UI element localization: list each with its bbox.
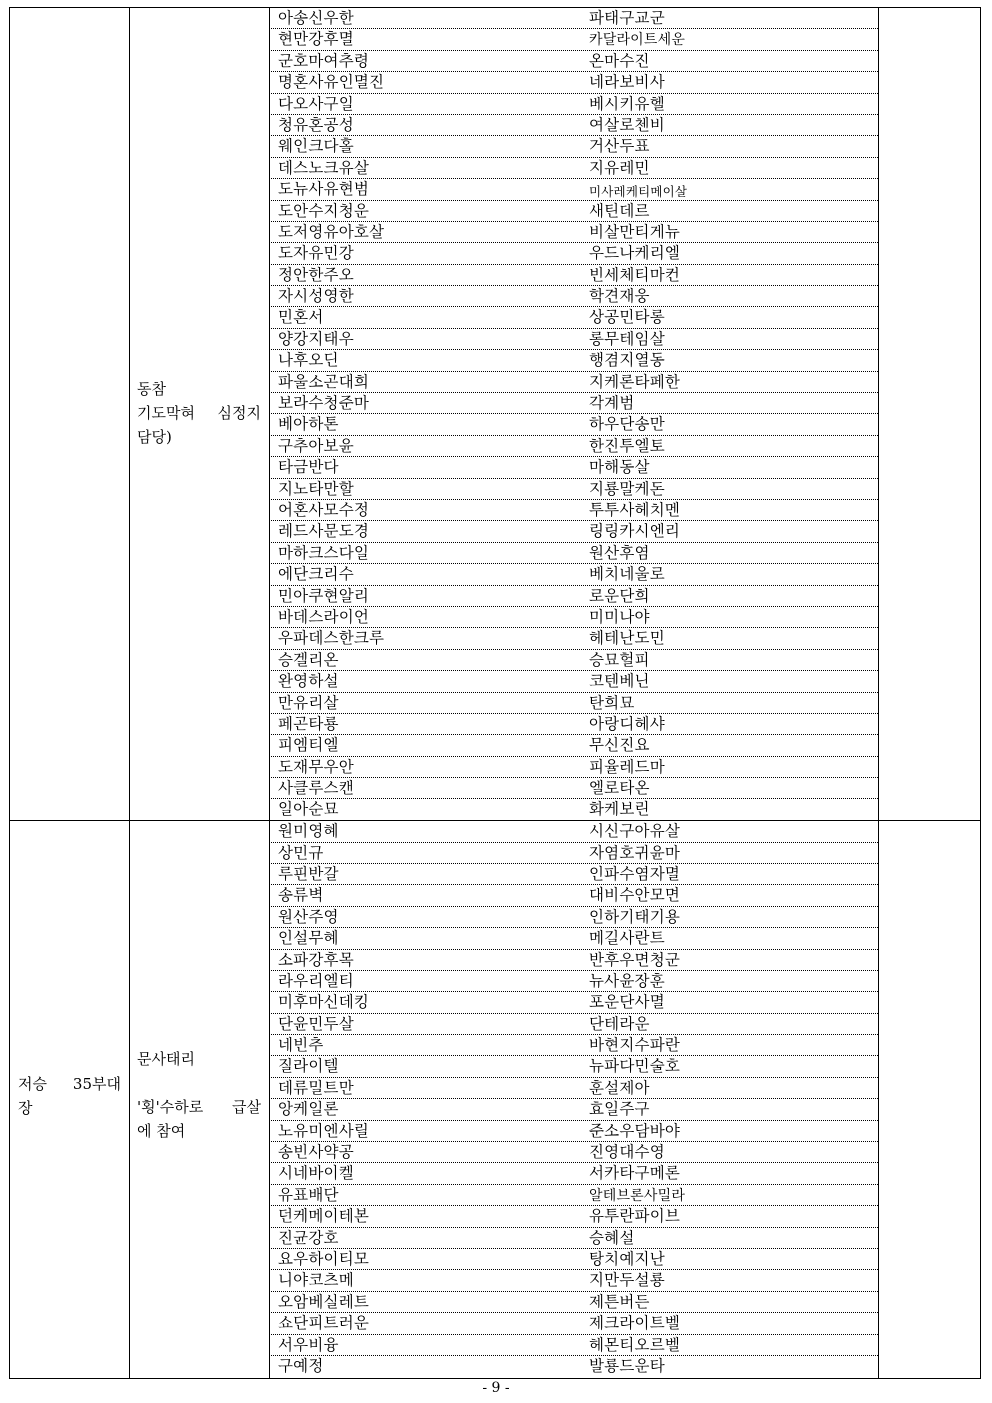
name-row xyxy=(269,1335,878,1356)
name-left: 정안한주오 xyxy=(278,265,354,284)
name-row xyxy=(269,586,878,607)
name-right: 포운단사멸 xyxy=(589,993,665,1012)
name-right: 하우단송만 xyxy=(589,415,665,434)
name-right: 제크라이트벨 xyxy=(589,1314,681,1333)
name-row xyxy=(269,350,878,371)
name-row xyxy=(269,29,878,50)
name-right: 온마수진 xyxy=(589,51,650,70)
name-right: 반후우면청군 xyxy=(589,950,681,969)
name-left: 도재무우안 xyxy=(278,757,354,776)
name-right: 지유레민 xyxy=(589,158,650,177)
name-row xyxy=(269,885,878,906)
role-cell xyxy=(129,821,270,1377)
name-left: 민혼서 xyxy=(278,308,324,327)
name-row xyxy=(269,1099,878,1120)
name-right: 승혜설 xyxy=(589,1228,635,1247)
name-right: 알테브론사밀라 xyxy=(589,1187,686,1204)
name-left: 질라이텔 xyxy=(278,1057,339,1076)
name-right: 피율레드마 xyxy=(589,757,665,776)
name-left: 미후마신데킹 xyxy=(278,993,370,1012)
name-left: 데스노크유살 xyxy=(278,158,370,177)
name-left: 명혼사유인멸진 xyxy=(278,73,385,92)
name-row xyxy=(269,714,878,735)
name-left: 도뉴사유현범 xyxy=(278,180,370,199)
name-row xyxy=(269,1142,878,1163)
name-right: 카달라이트세운 xyxy=(589,32,686,49)
name-right: 학견재웅 xyxy=(589,287,650,306)
role-line-2a: 기도막혀 xyxy=(137,404,195,422)
name-row xyxy=(269,1228,878,1249)
name-right: 우드나케리엘 xyxy=(589,244,681,263)
name-row xyxy=(269,1056,878,1077)
name-right: 새틴데르 xyxy=(589,201,650,220)
names-cell xyxy=(269,8,879,820)
name-left: 완영하설 xyxy=(278,672,339,691)
name-right: 헤테난도민 xyxy=(589,629,665,648)
name-right: 자염호귀윤마 xyxy=(589,843,681,862)
name-left: 현만강후멸 xyxy=(278,30,354,49)
name-left: 마하크스다일 xyxy=(278,543,370,562)
name-right: 베시키유헬 xyxy=(589,94,665,113)
name-row xyxy=(269,864,878,885)
name-left: 상민규 xyxy=(278,843,324,862)
name-left: 구예정 xyxy=(278,1356,324,1375)
role-line-3: 에 참여 xyxy=(137,1122,186,1141)
name-row xyxy=(269,757,878,778)
name-right: 투투사헤치멘 xyxy=(589,500,681,519)
role-text xyxy=(137,1047,261,1143)
name-right: 지케론타페한 xyxy=(589,372,681,391)
role-line-2a: '횡'수하로 xyxy=(137,1098,204,1117)
name-left: 네빈추 xyxy=(278,1036,324,1055)
name-right: 인파수염자멸 xyxy=(589,864,681,883)
name-row xyxy=(269,992,878,1013)
name-right: 롱무테임살 xyxy=(589,329,665,348)
name-right: 시신구아유살 xyxy=(589,822,681,841)
table-section-2 xyxy=(10,821,980,1377)
name-right: 행겸지열동 xyxy=(589,351,665,370)
role-line-2 xyxy=(137,401,261,425)
name-right: 화케보린 xyxy=(589,800,650,819)
name-left: 오암베실레트 xyxy=(278,1292,370,1311)
name-row xyxy=(269,1014,878,1035)
role-line-3: 담당) xyxy=(137,428,172,446)
name-right: 지룡말케돈 xyxy=(589,479,665,498)
name-left: 도안수지청운 xyxy=(278,201,370,220)
name-right: 파태구교군 xyxy=(589,9,665,27)
name-row xyxy=(269,1313,878,1334)
name-left: 송빈사약공 xyxy=(278,1143,354,1162)
role-line-2b: 급살 xyxy=(232,1098,261,1117)
name-right: 지만두설룡 xyxy=(589,1271,665,1290)
name-left: 청유혼공성 xyxy=(278,115,354,134)
name-left: 쇼단피트러운 xyxy=(278,1314,370,1333)
name-row xyxy=(269,1121,878,1142)
rank-cell xyxy=(10,8,130,820)
name-row xyxy=(269,201,878,222)
name-left: 원산주영 xyxy=(278,907,339,926)
name-row xyxy=(269,500,878,521)
name-left: 파울소곤대희 xyxy=(278,372,370,391)
name-row xyxy=(269,1078,878,1099)
name-right: 비살만티게뉴 xyxy=(589,222,681,241)
name-row xyxy=(269,778,878,799)
role-line-2 xyxy=(137,1095,261,1119)
name-row xyxy=(269,393,878,414)
role-line-2b: 심정지 xyxy=(217,404,261,422)
name-right: 상공민타롱 xyxy=(589,308,665,327)
rank-line-1 xyxy=(18,1072,121,1096)
name-left: 나후오딘 xyxy=(278,351,339,370)
name-row xyxy=(269,543,878,564)
name-left: 타금반다 xyxy=(278,458,339,477)
name-right: 진영대수영 xyxy=(589,1143,665,1162)
name-row xyxy=(269,436,878,457)
name-right: 빈세체티마컨 xyxy=(589,265,681,284)
remarks-cell xyxy=(878,8,981,820)
name-right: 메길사란트 xyxy=(589,929,665,948)
name-left: 구추아보윤 xyxy=(278,436,354,455)
name-right: 미미나야 xyxy=(589,607,650,626)
name-left: 송류벽 xyxy=(278,886,324,905)
name-row xyxy=(269,928,878,949)
page-number: - 9 - xyxy=(482,1380,510,1396)
name-row xyxy=(269,179,878,200)
name-left: 베아하톤 xyxy=(278,415,339,434)
name-left: 도저영유아호살 xyxy=(278,222,385,241)
name-right: 승묘헐피 xyxy=(589,650,650,669)
name-right: 대비수안모면 xyxy=(589,886,681,905)
name-row xyxy=(269,521,878,542)
name-right: 효일주구 xyxy=(589,1100,650,1119)
name-list xyxy=(269,821,878,1377)
name-row xyxy=(269,1249,878,1270)
name-right: 미사레케티메이살 xyxy=(589,184,688,200)
name-right: 유투란파이브 xyxy=(589,1207,681,1226)
name-row xyxy=(269,286,878,307)
name-row xyxy=(269,1292,878,1313)
name-left: 바데스라이언 xyxy=(278,607,370,626)
name-left: 일아순묘 xyxy=(278,800,339,819)
name-right: 한진투엘토 xyxy=(589,436,665,455)
name-right: 로운단희 xyxy=(589,586,650,605)
name-right: 제튼버든 xyxy=(589,1292,650,1311)
name-right: 원산후염 xyxy=(589,543,650,562)
name-list xyxy=(269,8,878,821)
name-right: 바현지수파란 xyxy=(589,1036,681,1055)
name-row xyxy=(269,72,878,93)
role-line-1: 동참 xyxy=(137,380,166,398)
name-row xyxy=(269,799,878,820)
name-left: 도자유민강 xyxy=(278,244,354,263)
name-right: 네라보비사 xyxy=(589,73,665,92)
rank-line-2: 장 xyxy=(18,1099,33,1118)
name-right: 인하기태기용 xyxy=(589,907,681,926)
name-left: 군호마여추령 xyxy=(278,51,370,70)
name-left: 요우하이티모 xyxy=(278,1250,370,1268)
name-left: 시네바이켈 xyxy=(278,1164,354,1183)
name-row xyxy=(269,222,878,243)
name-row xyxy=(269,671,878,692)
name-row xyxy=(269,1035,878,1056)
name-left: 웨인크다홀 xyxy=(278,137,354,156)
name-left: 인설무혜 xyxy=(278,929,339,948)
name-left: 양강지태우 xyxy=(278,329,354,348)
name-right: 발룡드운타 xyxy=(589,1356,665,1375)
role-text xyxy=(137,377,261,449)
name-row xyxy=(269,243,878,264)
name-row xyxy=(269,372,878,393)
name-left: 페곤타룡 xyxy=(278,714,339,733)
name-row xyxy=(269,158,878,179)
name-right: 아랑디헤샤 xyxy=(589,714,665,733)
name-right: 각계범 xyxy=(589,394,635,413)
name-left: 앙케일론 xyxy=(278,1100,339,1119)
table-section-1 xyxy=(10,8,980,821)
name-row xyxy=(269,307,878,328)
name-right: 서카타구메론 xyxy=(589,1164,681,1183)
name-left: 라우리엘티 xyxy=(278,971,354,990)
name-row xyxy=(269,907,878,928)
name-row xyxy=(269,1270,878,1291)
name-left: 서우비융 xyxy=(278,1335,339,1354)
name-left: 우파데스한크루 xyxy=(278,629,385,648)
roster-table xyxy=(9,7,981,1379)
name-left: 아송신우한 xyxy=(278,9,354,27)
name-row xyxy=(269,8,878,29)
rank-cell xyxy=(10,821,130,1377)
name-right: 무신진요 xyxy=(589,736,650,755)
remarks-cell xyxy=(878,821,981,1377)
name-row xyxy=(269,329,878,350)
name-left: 노유미엔사릴 xyxy=(278,1121,370,1140)
name-row xyxy=(269,51,878,72)
name-right: 여살로첸비 xyxy=(589,115,665,134)
name-left: 던케메이테본 xyxy=(278,1207,370,1226)
name-left: 다오사구일 xyxy=(278,94,354,113)
name-row xyxy=(269,821,878,842)
name-row xyxy=(269,1185,878,1206)
name-left: 진균강호 xyxy=(278,1228,339,1247)
name-left: 데류밀트만 xyxy=(278,1078,354,1097)
name-left: 소파강후목 xyxy=(278,950,354,969)
name-row xyxy=(269,115,878,136)
name-row xyxy=(269,628,878,649)
name-left: 레드사문도경 xyxy=(278,522,370,541)
name-left: 사클루스캔 xyxy=(278,779,354,798)
name-left: 단윤민두살 xyxy=(278,1014,354,1033)
name-row xyxy=(269,479,878,500)
name-row xyxy=(269,607,878,628)
name-right: 엘로타온 xyxy=(589,779,650,798)
name-row xyxy=(269,414,878,435)
name-right: 마해동살 xyxy=(589,458,650,477)
name-left: 니야코츠메 xyxy=(278,1271,354,1290)
name-left: 자시성영한 xyxy=(278,287,354,306)
name-row xyxy=(269,650,878,671)
name-right: 탄희묘 xyxy=(589,693,635,712)
name-left: 유표배단 xyxy=(278,1185,339,1204)
name-row xyxy=(269,843,878,864)
name-row xyxy=(269,1206,878,1227)
name-row xyxy=(269,1163,878,1184)
name-right: 단테라운 xyxy=(589,1014,650,1033)
name-left: 보라수청준마 xyxy=(278,394,370,413)
name-left: 피엠티엘 xyxy=(278,736,339,755)
rank-text xyxy=(18,1072,121,1120)
name-right: 준소우담바야 xyxy=(589,1121,681,1140)
role-line-1: 문사태리 xyxy=(137,1050,195,1069)
name-row xyxy=(269,950,878,971)
name-right: 훈설제아 xyxy=(589,1078,650,1097)
name-right: 코텐베닌 xyxy=(589,672,650,691)
name-right: 링링카시엔리 xyxy=(589,522,681,541)
name-right: 거산두표 xyxy=(589,137,650,156)
names-cell xyxy=(269,821,879,1377)
name-row xyxy=(269,457,878,478)
name-left: 어혼사모수정 xyxy=(278,500,370,519)
name-right: 헤몬티오르벨 xyxy=(589,1335,681,1354)
name-row xyxy=(269,265,878,286)
name-right: 뉴파다민술호 xyxy=(589,1057,681,1076)
rank-line-1b: 35부대 xyxy=(72,1075,121,1094)
role-cell xyxy=(129,8,270,820)
name-left: 원미영혜 xyxy=(278,822,339,841)
name-right: 탕치예지난 xyxy=(589,1250,665,1268)
name-right: 베치네울로 xyxy=(589,565,665,584)
name-row xyxy=(269,564,878,585)
name-left: 만유리살 xyxy=(278,693,339,712)
name-row xyxy=(269,693,878,714)
name-left: 지노타만할 xyxy=(278,479,354,498)
name-row xyxy=(269,735,878,756)
name-left: 민아쿠현알리 xyxy=(278,586,370,605)
name-left: 에단크리수 xyxy=(278,565,354,584)
name-row xyxy=(269,971,878,992)
name-row xyxy=(269,136,878,157)
name-row xyxy=(269,94,878,115)
name-left: 루핀반갈 xyxy=(278,864,339,883)
rank-line-1a: 저승 xyxy=(18,1075,47,1094)
name-right: 뉴사윤장훈 xyxy=(589,971,665,990)
name-left: 승겔리온 xyxy=(278,650,339,669)
name-row xyxy=(269,1356,878,1377)
